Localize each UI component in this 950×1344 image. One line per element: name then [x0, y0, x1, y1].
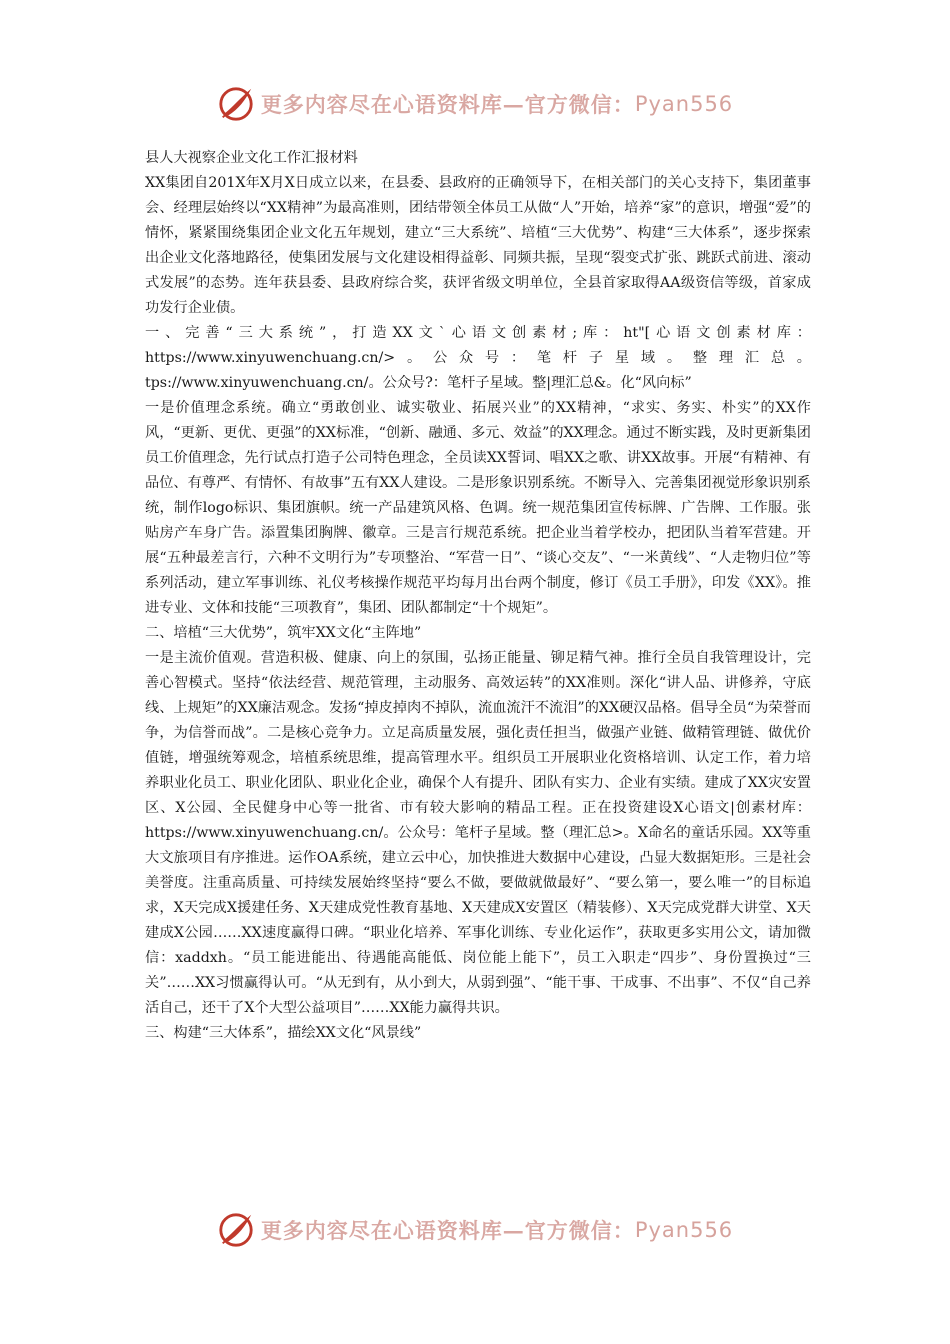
section-heading-1: 一、完善“三大系统”，打造XX文`心语文创素材;库：ht"[心语文创素材库：https://www.xinyuwenchuang.cn/>。公众号：笔杆子星域。整理汇总。tps://www.xinyuwenchuang.cn/。公众号?：笔杆子星域。整|理汇总&。化“风向标” — [145, 325, 811, 391]
paragraph-section-2: 一是主流价值观。营造积极、健康、向上的氛围，弘扬正能量、铆足精气神。推行全员自我管理设计，完善心智模式。坚持“依法经营、规范管理，主动服务、高效运转”的XX准则。深化“讲人品、讲修养，守底线、上规矩”的XX廉洁观念。发扬“掉皮掉肉不掉队，流血流汗不流泪”的XX硬汉品格。倡导全员“为荣誉而争，为信誉而战”。二是核心竞争力。立足高质量发展，强化责任担当，做强产业链、做精管理链、做优价值链，增强统筹观念，培植系统思维，提高管理水平。组织员工开展职业化资格培训、认定工作，着力培养职业化员工、职业化团队、职业化企业，确保个人有提升、团队有实力、企业有实绩。建成了XX灾安置区、X公园、全民健身中心等一批省、市有较大影响的精品工程。正在投资建设X心语文|创素材库：https://www.xinyuwenchuang.cn/。公众号：笔杆子星域。整（理汇总>。X命名的童话乐园。XX等重大文旅项目有序推进。运作OA系统，建立云中心，加快推进大数据中心建设，凸显大数据矩形。三是社会美誉度。注重高质量、可持续发展始终坚持“要么不做，要做就做最好”、“要么第一，要么唯一”的目标追求，X天完成X援建任务、X天建成党性教育基地、X天建成X安置区（精装修）、X天完成党群大讲堂、X天建成X公园……XX速度赢得口碑。“职业化培养、军事化训练、专业化运作”，获取更多实用公文，请加微信：xaddxh。“员工能进能出、待遇能高能低、岗位能上能下”，员工入职走“四步”、身份置换过“三关”……XX习惯赢得认可。“从无到有，从小到大，从弱到强”、“能干事、干成事、不出事”、不仅“自己养活自己，还干了X个大型公益项目”……XX能力赢得共识。 — [145, 650, 811, 1016]
banner-text: 更多内容尽在心语资料库—官方微信： — [260, 92, 635, 117]
document-body — [145, 146, 811, 1046]
document-title: 县人大视察企业文化工作汇报材料 — [145, 150, 358, 166]
banner-text: 更多内容尽在心语资料库—官方微信： — [260, 1218, 635, 1243]
quill-logo-icon — [217, 85, 255, 123]
paragraph-intro: XX集团自201X年X月X日成立以来，在县委、县政府的正确领导下，在相关部门的关心支持下，集团董事会、经理层始终以“XX精神”为最高准则，团结带领全体员工从做“人”开始，培养“家”的意识，增强“爱”的情怀，紧紧围绕集团企业文化五年规划，建立“三大系统”、培植“三大优势”、构建“三大体系”，逐步探索出企业文化落地路径，使集团发展与文化建设相得益彰、同频共振，呈现“裂变式扩张、跳跃式前进、滚动式发展”的态势。连年获县委、县政府综合奖，获评省级文明单位，全县首家取得AA级资信等级，首家成功发行企业债。 — [145, 175, 811, 316]
banner-wechat-id: Pyan556 — [634, 92, 734, 116]
quill-logo-icon — [217, 1211, 255, 1249]
section-heading-2: 二、培植“三大优势”，筑牢XX文化“主阵地” — [145, 625, 422, 641]
header-banner — [0, 84, 950, 124]
section-heading-3: 三、构建“三大体系”，描绘XX文化“风景线” — [145, 1025, 422, 1041]
paragraph-section-1: 一是价值理念系统。确立“勇敢创业、诚实敬业、拓展兴业”的XX精神，“求实、务实、朴实”的XX作风，“更新、更优、更强”的XX标准，“创新、融通、多元、效益”的XX理念。通过不断实践，及时更新集团员工价值理念，先行试点打造子公司特色理念，全员读XX誓词、唱XX之歌、讲XX故事。开展“有精神、有品位、有尊严、有情怀、有故事”五有XX人建设。二是形象识别系统。不断导入、完善集团视觉形象识别系统，制作logo标识、集团旗帜。统一产品建筑风格、色调。统一规范集团宣传标牌、广告牌、工作服。张贴房产车身广告。添置集团胸牌、徽章。三是言行规范系统。把企业当着学校办，把团队当着军营建。开展“五种最差言行，六种不文明行为”专项整治、“军营一日”、“谈心交友”、“一米黄线”、“人走物归位”等系列活动，建立军事训练、礼仪考核操作规范平均每月出台两个制度，修订《员工手册》，印发《XX》。推进专业、文体和技能“三项教育”，集团、团队都制定“十个规矩”。 — [145, 400, 811, 616]
banner-wechat-id: Pyan556 — [634, 1218, 734, 1242]
footer-banner — [0, 1210, 950, 1250]
